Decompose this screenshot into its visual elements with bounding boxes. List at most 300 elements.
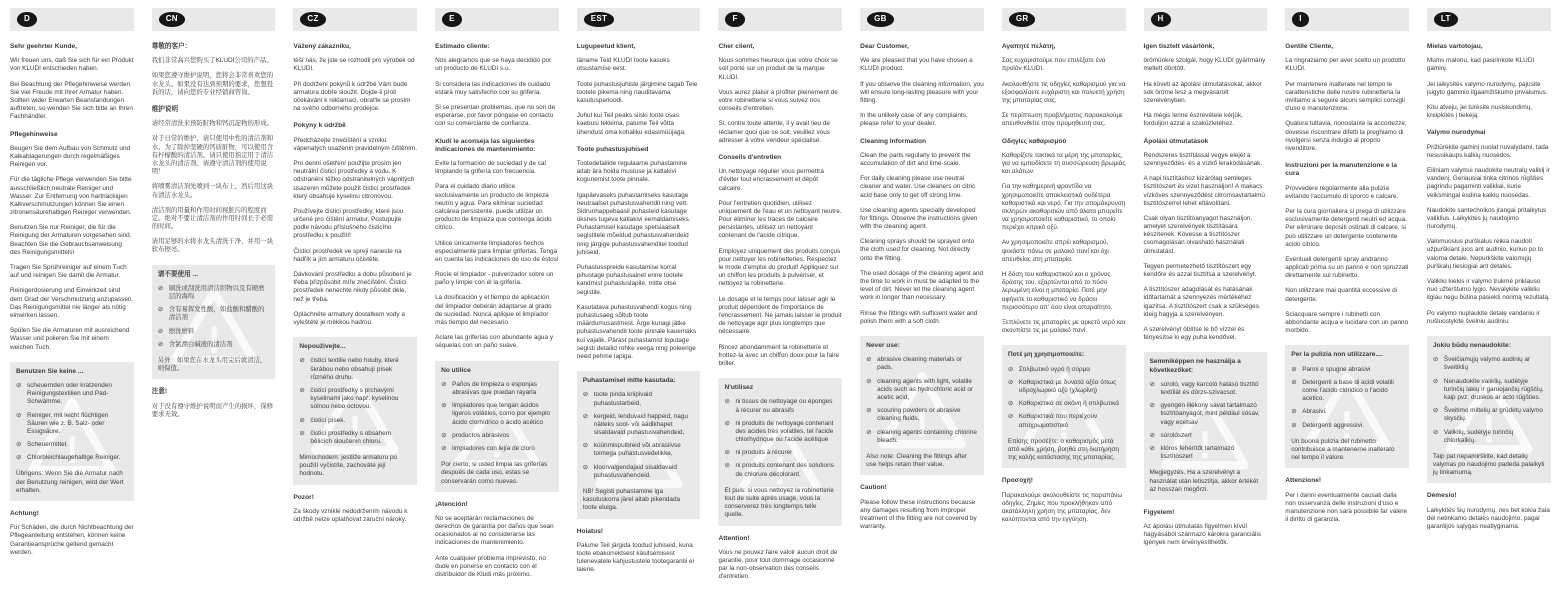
never-use-item-text: küürimispulbreid või abrasiivse toimega puhastusvedelikke,: [593, 442, 681, 458]
never-use-list: [866, 356, 978, 445]
never-use-item-text: cleaning agents with light, volatile acids such as hydrochloric acid or acetic acid,: [877, 377, 974, 401]
prohibition-icon: ⊘: [1007, 413, 1014, 421]
attention-heading: 注意!: [151, 388, 168, 396]
never-use-item: [866, 356, 978, 372]
never-use-item: [441, 445, 553, 453]
never-use-item-text: ni produits contenant des solutions de chlorure décolorant.: [735, 462, 834, 478]
never-use-item: [441, 381, 553, 397]
column-header-band: [718, 8, 842, 31]
language-badge: F: [725, 12, 744, 27]
language-badge: E: [442, 12, 462, 27]
care-paragraphs: [577, 160, 701, 361]
prohibition-icon: ⊘: [1432, 377, 1439, 385]
prohibition-icon: ⊘: [866, 356, 872, 364]
intro-paragraphs: [718, 57, 842, 145]
never-use-item: [158, 285, 270, 301]
language-badge: GB: [867, 12, 894, 27]
language-badge: I: [1292, 12, 1309, 27]
paragraph: Kitu atveju, jei turėsite nusiskundimų, kreipkitės į tiekėją.: [1426, 103, 1533, 120]
attention-paragraphs: [577, 542, 701, 575]
paragraph: The used dosage of the cleaning agent and the time to work in must be adapted to the level of dirt. Never let the cleaning agent work in longer than necessary.: [860, 269, 984, 302]
never-use-item-text: kergeid, lenduvaid happeid, nagu näiteks sool- või äädikhapet sisaldavaid puhastusvahendeid,: [593, 412, 688, 437]
never-use-item-text: ni tissus de nettoyage ou éponges à récurer ou abrasifs: [735, 398, 833, 414]
never-use-item-text: limpiadores que tengan ácidos ligeros volátiles, como por ejemplo ácido clorhídrico o ácido acético: [452, 402, 551, 426]
paragraph: 我们非常高兴您购买了KLUDI公司的产品。: [151, 57, 273, 65]
care-paragraphs: [10, 145, 134, 352]
never-use-item-text: súrolószert: [1160, 431, 1192, 439]
value-note: 另外：如果您在水龙头用完后就清洁，则保值。: [157, 357, 267, 373]
never-use-list: [441, 381, 553, 453]
care-heading: Ápolási útmutatások: [1143, 137, 1209, 145]
language-badge: CZ: [300, 12, 325, 27]
column-header-band: [1002, 8, 1126, 31]
salutation-heading: Sehr geehrter Kunde,: [10, 43, 78, 50]
value-note: Übrigens: Wenn Sie die Armatur nach der Benutzung reinigen, wird der Wert erhalten.: [16, 470, 124, 494]
paragraph: In the unlikely case of any complaints, please refer to your dealer.: [860, 112, 968, 128]
paragraph: Naudokite santechnikos įrangai pritaikytus valiklius. Laikykitės jų naudojimo nurodymų.: [1426, 206, 1547, 231]
attention-heading: Caution!: [860, 484, 887, 492]
paragraph: Für Schäden, die durch Nichtbeachtung der Pflegeanleitung entstehen, können keine Garantieansprüche geltend gemacht werden.: [10, 524, 134, 556]
paragraph: Bei Beachtung der Pflegehinweise werden Sie viel Freude mit Ihrer Armatur haben. Sollten wider Erwarten Beanstandungen auftreten, so wenden Sie sich bitte an Ihren Fachhändler.: [10, 80, 133, 121]
value-note: Επίσης προσέξτε: ο καθαρισμός μετά από κάθε χρήση, βοηθά στη διατήρηση της καλής κατάστασης της μπαταρίας.: [1007, 437, 1119, 462]
attention-paragraphs: [1427, 507, 1551, 532]
attention-heading: Figyelem!: [1143, 508, 1175, 516]
paragraph: 请经常清洗来预防脏物和钙沉淀物的形成。: [151, 120, 274, 128]
never-use-item: [441, 402, 553, 427]
never-use-item-text: 含有易挥发性酸，如盐酸和醋酸的清洁剂: [168, 306, 265, 322]
prohibition-icon: ⊘: [16, 381, 22, 389]
never-use-list: [16, 382, 128, 463]
never-use-item: [583, 464, 695, 480]
language-badge: H: [1151, 12, 1171, 27]
never-use-list: [724, 398, 836, 479]
paragraph: Mums malonu, kad pasirinkote KLUDI gaminį.: [1426, 57, 1535, 73]
never-use-item: [16, 382, 128, 407]
intro-paragraphs: [577, 57, 701, 137]
language-column: [1134, 0, 1276, 595]
salutation-heading: Igen tisztelt vásárlónk,: [1143, 43, 1215, 50]
never-use-heading: Ποτέ μη χρησιμοποιείτε:: [1007, 351, 1085, 359]
salutation-heading: Mielas vartotojau,: [1426, 43, 1483, 50]
never-use-list: [583, 391, 695, 480]
paragraph: Aclare las griferías con abundante agua y séquelas con un paño suave.: [435, 334, 554, 350]
never-use-item-text: 含氯漂白碱液的清洁剂: [168, 340, 233, 348]
paragraph: Ante cualquier problema imprevisto, no dude en ponerse en contacto con el distribuidor de Kludi más próximo.: [435, 554, 546, 579]
language-column: [283, 0, 425, 595]
salutation-heading: Gentile Cliente,: [1285, 43, 1334, 50]
prohibition-icon: ⊘: [724, 462, 730, 470]
paragraph: Per i danni eventualmente causati dalla non osservanza delle instruzioni d'uso e manutenzione non sarà possibile far valere il diritto di garanzia.: [1285, 491, 1408, 524]
never-use-item: [1008, 400, 1120, 408]
paragraph: Un nettoyage régulier vous permettra d'éviter tout encrassement et dépôt calcaire.: [718, 168, 824, 192]
column-header-band: [1144, 8, 1268, 31]
never-use-item: [1150, 445, 1262, 461]
prohibition-icon: ⊘: [299, 357, 305, 365]
never-use-item-text: Καθαριστικά με δυνατά οξέα όπως υδροχλωρικό οξύ (χλωρίνη): [1018, 378, 1117, 394]
value-note: Also note: Cleaning the fittings after use helps retain their value.: [866, 452, 968, 469]
value-note: Mimochodem: jestliže armaturu po použití vyčistíte, zachováte její hodnotu.: [299, 454, 398, 478]
never-use-item: [1433, 356, 1545, 372]
language-badge: EST: [584, 12, 614, 27]
paragraph: Utilice únicamente limpiadores hechos especialmente para limpiar griferías. Tenga en cuenta las indicaciones de uso de éstos!: [435, 239, 559, 263]
never-use-item: [866, 378, 978, 403]
paragraph: Για την καθημερινή φροντίδα να χρησιμοποιείτε αποκλειστικά ουδέτερα καθαριστικά και νερό. Για την απομάκρυνση σκληρών ακαθαρσιών από άλατα μπορείτε να χρησιμοποιείτε καθαριστικό, το οποίο περιέχει κιτρικό οξύ.: [1001, 183, 1126, 232]
paragraph: Vous aurez plaisir à profiter pleinement de votre robinetterie si vous suivez nos conseils d'entretien.: [718, 88, 838, 113]
never-use-block: [152, 265, 276, 380]
svg-text:!: !: [1482, 407, 1496, 451]
paragraph: Beugen Sie dem Aufbau von Schmutz und Kalkablagerungen durch regelmäßiges Reinigen vor.: [10, 144, 131, 169]
prohibition-icon: ⊘: [16, 454, 22, 462]
intro-paragraphs: [10, 57, 134, 121]
salutation-heading: Vážený zákazníku,: [293, 43, 351, 50]
never-use-list: [158, 285, 270, 349]
never-use-item-text: Καθαριστικά που περιέχουν αποχρωματιστικό: [1018, 413, 1098, 429]
paragraph: A tisztítószer adagolását és hatásának időtartamát a szennyezés mértékéhez igazítsa. A tisztítószert csak a szükséges ideig hagyja a szerelvényen.: [1143, 286, 1259, 318]
paragraph: Prižiūrėkite gaminį nuolat nuvalydami, tada nesusikaups kalkių nuosėdos.: [1426, 143, 1549, 159]
never-use-heading: Semmiképpen ne használja a következőket:: [1149, 358, 1241, 374]
never-use-block: [1002, 345, 1126, 468]
paragraph: Für die tägliche Pflege verwenden Sie bitte ausschließlich neutrale Reiniger und Wasser. Zur Entfernung von hartnäckigen Kalkverschmutzungen können Sie einen zitronensäurehaltigen Reiniger verwenden.: [10, 176, 132, 217]
never-use-item-text: Καθαριστικά σε σκόνη ή στιλβωτικά: [1018, 400, 1119, 408]
paragraph: A napi tisztításhoz kizárólag semleges tisztítószert és vizet használjon! A makacs vízköves szennyeződést citromsavtartalmú tisztítószerrel lehet eltávolítani.: [1143, 175, 1265, 207]
care-heading: Cleaning Information: [860, 137, 927, 145]
never-use-heading: 请不要使用 ...: [157, 270, 198, 278]
value-note: Por cierto, si usted limpia las griferías después de cada uso, estas se conservarán como nuevas.: [441, 461, 548, 485]
prohibition-icon: ⊘: [724, 449, 730, 457]
prohibition-icon: ⊘: [724, 419, 730, 427]
prohibition-icon: ⊘: [866, 407, 872, 415]
prohibition-icon: ⊘: [1007, 400, 1014, 408]
paragraph: Toote puhastusjuhiste järgimine tagab Teie tootele pikema ning nauditavama kasutusperioodi.: [576, 80, 698, 104]
paragraph: Rinse the fittings with sufficient water and polish them with a soft cloth.: [860, 309, 978, 325]
never-use-item-text: kloorvalgendajaid sisaldavaid puhastusvahendeid.: [593, 463, 677, 479]
paragraph: Employez uniquement des produits conçus pour nettoyer les robinetteries. Respectez le mode d'emploi du produit! Appliquez sur un chiffon les produits à pulvériser, et nettoyez la robinetterie.: [718, 247, 841, 288]
care-paragraphs: [1285, 185, 1409, 336]
svg-text:!: !: [915, 402, 929, 446]
column-header-band: [293, 8, 417, 31]
never-use-item-text: cleaning agents containing chlorine bleach.: [877, 428, 977, 444]
prohibition-icon: ⊘: [441, 431, 447, 439]
paragraph: Καθαρίζετε τακτικά τα μέρη της μπαταρίας, για να εμποδίσετε τη συσσώρευση βρωμιάς και αλάτων.: [1001, 151, 1126, 176]
paragraph: Nos alegramos que se haya decidido por un producto de KLUDI s.u.: [435, 57, 552, 73]
prohibition-icon: ⊘: [1291, 378, 1297, 386]
never-use-item-text: Nenaudokite valiklių, sudėtyje turinčių lakių ir garuojančių rūgščių, kaip pvz. druskos ar acto rūgšties.: [1443, 377, 1544, 401]
never-use-item-text: Šveitimo miltelių ar grūdėtų valymo skysčių.: [1443, 407, 1543, 423]
never-use-item-text: súroló, vagy karcoló hatású tisztító textíliát és dörzs-szivacsot.: [1160, 380, 1259, 396]
svg-text:!: !: [1198, 423, 1212, 467]
paragraph: Ha követi az ápolási útmutatásokat, akkor sok öröme lesz a megvásárolt szerelvényben.: [1143, 80, 1262, 104]
never-use-heading: N'utilisez: [724, 384, 754, 392]
paragraph: Provvedere regolarmente alla pulizia evitando l'accumulo di sporco e calcare.: [1285, 184, 1399, 200]
salutation-heading: Αγαπητέ πελάτη,: [1001, 43, 1056, 50]
svg-text:!: !: [1340, 403, 1354, 447]
paragraph: těší nás, že jste se rozhodli pro výrobek od KLUDI.: [293, 57, 415, 73]
svg-text:!: !: [207, 318, 220, 362]
prohibition-icon: ⊘: [1291, 365, 1297, 373]
column-header-band: [435, 8, 559, 31]
prohibition-icon: ⊘: [582, 463, 589, 471]
value-note: NB! Segisti puhastamine iga kasutuskorra järel aitab pikendada toote eluiga.: [582, 488, 681, 512]
paragraph: Při dodržení pokynů k údržbě Vám bude armatura dobře sloužit. Dojde-li proti očekávání k reklamaci, obraťte se prosím na svého odborného prodejce.: [293, 80, 411, 113]
paragraph: Valiklio kiekis ir valymo trukmė priklauso nuo užterštumo lygio. Nevalykite valikliu ilgiau negu būtina pasiekti norimą rezultatą.: [1426, 278, 1550, 302]
paragraph: Laikykitės šių nurodymų, nes bet kokia žala dėl netinkamo detalės naudojimo, pagal garantijos sąlygas neatlyginama.: [1426, 506, 1550, 531]
language-column: [992, 0, 1134, 595]
attention-heading: Hoiatus!: [576, 527, 604, 535]
paragraph: Benutzen Sie nur Reiniger, die für die Reinigung der Armaturen vorgesehen sind. Beachten Sie die Gebrauchsanweisung des Reinigungsmittels!: [10, 224, 132, 256]
never-use-heading: Per la pulizia non utilizzare....: [1291, 351, 1383, 359]
paragraph: Please follow these instructions because any damages resulting from improper treatment of the fitting are not covered by warranty.: [860, 498, 977, 531]
language-column: [708, 0, 850, 595]
value-note: Megjegyzés. Ha a szerelvényt a használat után letisztítja, akkor értékét az hosszan megőrzi.: [1149, 469, 1259, 493]
never-use-item: [1433, 429, 1545, 445]
never-use-block: [718, 378, 842, 525]
never-use-item: [1291, 379, 1403, 404]
never-use-block: [1427, 336, 1551, 483]
never-use-item: [724, 449, 836, 457]
never-use-item-text: 刷洗或刮洗用清洁织物以及有硬磨层的海绵: [168, 284, 265, 301]
care-paragraphs: [718, 168, 842, 368]
care-heading: Pflegehinweise: [10, 130, 58, 138]
paragraph: Kasutatava puhastusvahendi kogus ning puhastusaeg sõltub toote määrdumusastmest. Ärge kunagi jätke puhastusvahendit toote pinnale kauemaks kui vajalik. Pärast puhastamist loputage segisti detailid rohke veega ning poleerige need pehme lapiga.: [576, 303, 697, 360]
paragraph: Η δόση του καθαριστικού και ο χρόνος δράσης του, εξαρτώνται από το πόσο λερωμένη είναι η μπαταρία. Ποτέ μην αφήνετε το καθαριστικό να δράσει περισσότερο απ' όσο είναι απαραίτητο.: [1001, 271, 1113, 311]
salutation-heading: Cher client,: [718, 43, 755, 50]
never-use-item: [16, 412, 128, 437]
language-badge: CN: [159, 12, 185, 27]
prohibition-icon: ⊘: [1149, 402, 1156, 410]
never-use-block: [1144, 352, 1268, 500]
never-use-item: [158, 341, 270, 349]
svg-text:!: !: [1057, 403, 1071, 447]
paragraph: Si se presentan problemas, que no son de esperarse, por favor póngase en contacto con su comerciante de confianza.: [435, 103, 556, 128]
never-use-item: [866, 429, 978, 445]
never-use-heading: Nepoužívejte...: [299, 343, 346, 351]
intro-paragraphs: [293, 57, 417, 113]
paragraph: If you observe the cleaning information, you will ensure long-lasting pleasure with your fitting.: [860, 80, 984, 104]
paragraph: Clean the parts regularly to prevent the accumulation of dirt and lime-scale.: [860, 151, 971, 167]
language-column: [142, 0, 284, 595]
paragraph: Spülen Sie die Armaturen mit ausreichend Wasser und polieren Sie mit einem weichen Tuch.: [10, 327, 130, 351]
prohibition-icon: ⊘: [299, 386, 305, 394]
prohibition-icon: ⊘: [1149, 380, 1156, 388]
paragraph: Dávkování prostředku a dobu působení je třeba přizpůsobit míře znečištění. Čisticí prostředek nenechte nikdy působit déle, než je třeba.: [293, 271, 412, 303]
paragraph: Juhul kui Teil peaks siiski toote osas kaebusi tekkima, palume Teil võtta ühendust oma kohaliku edasimüüjaga.: [576, 112, 686, 136]
column-header-band: [860, 8, 984, 31]
attention-paragraphs: [293, 508, 417, 524]
paragraph: Reinigerdosierung und Einwirkzeit sind dem Grad der Verschmutzung anzupassen. Das Reinigungsmittel nie länger als nötig einwirken lassen.: [10, 287, 134, 319]
paragraph: Předcházejte znečištění a vzniku vápenatých usazenin pravidelným čištěním.: [293, 136, 417, 152]
paragraph: For daily cleaning please use neutral cleaner and water. Use cleaners on citric acid base only to get off strong lime.: [860, 175, 976, 199]
paragraph: Cleaning sprays should be sprayed onto the cloth used for cleaning. Not directly onto the fitting.: [860, 238, 975, 262]
never-use-item: [866, 407, 978, 423]
never-use-item-text: limpiadores con lejía de cloro: [452, 444, 535, 452]
never-use-item-text: Στιλβωτικό υγρό ή σύρμα: [1018, 365, 1090, 373]
never-use-item: [1150, 432, 1262, 440]
attention-paragraphs: [860, 499, 984, 532]
care-heading: Valymo nurodymai: [1426, 129, 1486, 137]
attention-heading: Achtung!: [10, 510, 39, 518]
never-use-heading: Never use:: [866, 341, 900, 349]
paragraph: Čisticí prostředek ve spreji naneste na hadřík a jím armaturu očistěte.: [293, 247, 402, 263]
care-paragraphs: [152, 120, 276, 254]
salutation-heading: 尊敬的客户：: [151, 43, 192, 50]
intro-paragraphs: [435, 57, 559, 128]
paragraph: Tegyen permetezhető tisztítószert egy kendőre és azzal tisztítsa a szerelvényt.: [1143, 262, 1257, 279]
never-use-list: [1433, 356, 1545, 445]
paragraph: Σε περίπτωση προβλήματος παρακαλούμε απευθυνθείτε στον προμηθευτή σας.: [1001, 112, 1123, 128]
paragraph: La ringraziamo per aver scelto un prodotto KLUDI.: [1285, 57, 1406, 73]
intro-paragraphs: [152, 57, 276, 97]
intro-paragraphs: [860, 57, 984, 128]
language-badge: LT: [1434, 12, 1458, 27]
intro-paragraphs: [1285, 57, 1409, 153]
paragraph: Opláchněte armatury dostatkem vody a vyleštěte je měkkou hadrou.: [293, 310, 405, 326]
paragraph: Za škody vzniklé nedodržením návodu k údržbě nelze uplatňovat záruční nároky.: [293, 507, 408, 524]
prohibition-icon: ⊘: [1007, 365, 1014, 373]
intro-paragraphs: [1002, 57, 1126, 128]
never-use-item: [1150, 402, 1262, 427]
salutation-heading: Dear Customer,: [860, 43, 909, 50]
paragraph: Para el cuidado diario utilice exclusivamente un producto de limpieza neutro y agua. Para eliminar suciedad calcárea persistente, puede utilizar un producto de limpieza que contenga ácido cítrico.: [435, 183, 552, 232]
paragraph: Αν χρησιμοποιείτε σπρέι καθαρισμού, ψεκάστε πάνω σε μαλακό πανί και όχι απευθείας στη μπαταρία.: [1001, 239, 1109, 263]
prohibition-icon: ⊘: [866, 428, 872, 436]
paragraph: No se aceptarán reclamaciones de derechos de garantía por daños que sean ocasionados al no considerarse las indicaciones de mantenimiento.: [435, 514, 554, 547]
never-use-item: [16, 454, 128, 462]
care-heading: Pokyny k údržbě: [293, 122, 346, 130]
paragraph: Ξεπλύνετε τις μπαταρίες με αρκετό νερό και σκουπίστε τις με μαλακό πανί.: [1001, 318, 1126, 335]
salutation-heading: Estimado cliente:: [435, 43, 490, 50]
paragraph: Ακολουθήστε τις οδηγίες καθαρισμού για να εξασφαλίσετε ευχάριστη και πολυετή χρήση της μπαταρίας σας.: [1001, 80, 1126, 104]
never-use-item: [1008, 413, 1120, 429]
never-use-list: [299, 357, 411, 446]
never-use-item-text: ni produits de nettoyage contenant des acides très volatiles, tel l'acide chlorhydrique ou l'acide acétique: [735, 419, 834, 444]
paragraph: Evite la formación de suciedad y de cal limpiando la grifería con frecuencia.: [435, 160, 546, 176]
paragraph: 请用足够的水将水龙头清洗干净，并用一块软布擦亮。: [151, 238, 274, 254]
attention-paragraphs: [718, 549, 842, 582]
paragraph: Eiliniam valymui naudokite neutralų valiklį ir vandenį. Geriausiai tinka citrinos rūgšties pagrindu pagaminti valikliai, kurie veiksmingai ėsdina kalkių nuosėdas.: [1426, 166, 1550, 199]
never-use-heading: Jokiu būdu nenaudokite:: [1432, 341, 1511, 349]
language-column: [567, 0, 709, 595]
never-use-item-text: Panni e spugne abrasivi: [1302, 365, 1371, 373]
attention-heading: ¡Atención!: [435, 500, 468, 508]
language-badge: GR: [1009, 12, 1036, 27]
intro-paragraphs: [1144, 57, 1268, 128]
svg-text:!: !: [773, 449, 787, 493]
never-use-item: [299, 417, 411, 425]
paragraph: Valomuosius purškalus reikia naudoti užpurškiant juos ant audinio, kuriuo po to valoma detalė. Nepurkškite valomųjų purškalų tiesiogiai ant detalės.: [1426, 238, 1544, 270]
paragraph: Palume Teil järgida toodud juhiseid, kuna toote ebakorrektsest käsitsemisest tulenevatele kahjustustele tootegarantii ei laiene.: [576, 541, 694, 574]
paragraph: täname Teid KLUDI toote kasuks otsustamise eest.: [576, 57, 670, 73]
never-use-item-text: scouring powders or abrasive cleaning fluids,: [877, 407, 961, 423]
never-use-item: [1291, 366, 1403, 374]
column-header-band: [577, 8, 701, 31]
never-use-item-text: ni produits à récurer: [735, 449, 793, 457]
never-use-block: [10, 362, 134, 501]
attention-heading: Attention!: [718, 534, 750, 542]
paragraph: Qualora tuttavia, nonostante la accortezze, dovesse riscontrare difetti la preghiamo di rivolgersi senza indugio al proprio rivenditore.: [1285, 120, 1407, 152]
value-note: Taip pat nepamirškite, kad detalių valymas po naudojimo padeda palaikyti jų tinkamumą.: [1432, 452, 1545, 477]
prohibition-icon: ⊘: [1432, 407, 1439, 415]
paragraph: Le dosage et le temps pour laisser agir le produit dépendent de l'importance de l'encrassement. Ne jamais laisser le produit de nettoyage agir plus longtemps que nécessaire.: [718, 295, 842, 336]
attention-paragraphs: [1144, 523, 1268, 548]
never-use-item-text: abrasive cleaning materials or pads,: [877, 356, 963, 372]
never-use-item-text: scheuernden oder kratzenden Reinigungstextilien und Pad-Schwämme.: [27, 381, 112, 406]
paragraph: La dosificación y el tiempo de aplicación del limpiador deberán adaptarse al grado de suciedad. Nunca aplique el limpiador más tiempo del necesario.: [435, 294, 552, 327]
prohibition-icon: ⊘: [1291, 421, 1297, 429]
never-use-item-text: čisticí písek.: [310, 416, 346, 424]
language-column: [850, 0, 992, 595]
paragraph: Používejte čisticí prostředky, které jsou určené pro čištění armatur. Postupujte podle návodu příslušného čisticího prostředku k použití!: [293, 207, 404, 240]
language-column: [1417, 0, 1559, 595]
never-use-block: [435, 361, 559, 492]
care-heading: Οδηγίες καθαρισμού: [1001, 137, 1067, 145]
never-use-item-text: Detergenti a base di acidi volatili come l'acido cloridico o l'acido acetico.: [1302, 378, 1394, 403]
column-header-band: [152, 8, 276, 31]
attention-heading: Dėmesio!: [1426, 492, 1457, 500]
paragraph: Παρακαλούμε ακολουθείστε τις παραπάνω οδηγίες. Ζημίες που προκλήθηκαν από ακατάλληλη χρήση της μπαταρίας, δεν καλύπτονται από την εγγύηση.: [1001, 491, 1123, 524]
never-use-item-text: Reiniger, mit leicht flüchtigen Säuren wie z. B. Salz- oder Essigsäure.: [27, 411, 109, 435]
intro-paragraphs: [1427, 57, 1551, 120]
never-use-item: [299, 430, 411, 446]
never-use-block: [1285, 345, 1409, 468]
column-header-band: [10, 8, 134, 31]
paragraph: Si considera las indicaciones de cuidado estará muy satisfecho con su grifería.: [435, 80, 551, 96]
never-use-item-text: čisticí prostředky s obsahem bělicích sloučenin chloru.: [310, 429, 391, 445]
prohibition-icon: ⊘: [157, 284, 164, 292]
prohibition-icon: ⊘: [582, 442, 589, 450]
paragraph: Non utilizzare mai quantità eccessive di detergente.: [1285, 287, 1398, 303]
paragraph: Az ápolási útmutatás figyelmen kívül hagyásából származó károkra garanciális igények nem érvényesíthetők.: [1143, 523, 1262, 547]
never-use-item: [724, 420, 836, 445]
never-use-item-text: Šveičiamųjų valymo audinių ar šveitiklių: [1443, 356, 1531, 372]
prohibition-icon: ⊘: [157, 340, 164, 348]
paragraph: Rocíe el limpiador - pulverizador sobre un paño y limpie con él la grifería.: [435, 271, 554, 287]
paragraph: Use cleaning agents specially developed for fittings. Observe the instructions given with the cleaning agent.: [860, 206, 978, 231]
paragraph: 清洁剂的用量和作用时间视脏污的程度而定。绝对不要让清洁剂的作用时间长于必需的时间。: [151, 206, 274, 231]
never-use-item: [1291, 408, 1403, 416]
prohibition-icon: ⊘: [582, 412, 589, 420]
never-use-item: [158, 306, 270, 322]
care-paragraphs: [860, 152, 984, 326]
language-column: [1275, 0, 1417, 595]
never-use-list: [1291, 366, 1403, 430]
attention-paragraphs: [152, 403, 276, 419]
paragraph: Pour l'entretien quotidien, utilisez uniquement de l'eau et un nettoyant neutre. Pour éliminer les traces de calcaire persistantes, utilisez un nettoyant contenant de l'acide citrique.: [718, 199, 842, 240]
prohibition-icon: ⊘: [1149, 444, 1156, 452]
never-use-item-text: Valiklių, sudėtyje turinčių chlorkalkių.: [1443, 428, 1514, 444]
care-paragraphs: [1144, 152, 1268, 343]
prohibition-icon: ⊘: [1432, 428, 1439, 436]
never-use-item-text: klóros fehérítőt tartalmazó tisztítószert: [1160, 444, 1235, 461]
language-column: [0, 0, 142, 595]
salutation-heading: Lugupeetud klient,: [576, 43, 636, 50]
never-use-item: [158, 328, 270, 336]
paragraph: Eventuali detergenti spray andranno applicati prima su un panno e non spruzzati direttamente sul rubinetto.: [1285, 255, 1409, 280]
never-use-item-text: 擦洗磨料: [168, 327, 195, 335]
language-column: [425, 0, 567, 595]
paragraph: Igapäevaseks puhastamiseks kasutage neutraalset puhastusvahendit ning vett. Sidrunhappebaasil puhasteid kasutage üksnes tugeva katlakivi eemaldamiseks. Puhastamisel kasutage spetsiaalselt segistitele mõeldud puhastusvahendeid ning järgige puhastusvahenditel toodud juhiseid.: [576, 191, 691, 256]
paragraph: 将喷雾清洁剂先喷到一块布上，然后用这块布清洁水龙头。: [151, 183, 274, 199]
never-use-item-text: Scheuermittel.: [27, 441, 68, 449]
paragraph: Per la cura giornaliera si prega di utilizzare esclusivamente detergenti neutri ed acqua. Per eliminare depositi ostinati di calcare, si può utilizzare un detergente contenente acido citrico.: [1285, 207, 1408, 248]
care-heading: Kludi le aconseja las siguientes indicaciones de mantenimiento:: [435, 137, 536, 153]
column-header-band: [1285, 8, 1409, 31]
paragraph: 如果您遵守维护说明，您将会非常喜欢您的水龙头。如果没有达到预期的要求，您想投诉的话，请向您的专业经销商咨询。: [151, 72, 274, 96]
svg-text:!: !: [632, 442, 646, 486]
never-use-item-text: Chlorbleichlaugehaltige Reiniger.: [27, 454, 121, 462]
paragraph: Nous sommes heureux que votre choix se soit porté sur un produit de la marque KLUDI.: [718, 57, 838, 81]
paragraph: Jei laikysitės valymo nurodymų, pajusite įsigyto gaminio ilgaamžiškumo privalumus.: [1426, 80, 1548, 96]
paragraph: Σας ευχαριστούμε που επιλέξατε ένα προϊόν KLUDI.: [1001, 57, 1106, 73]
